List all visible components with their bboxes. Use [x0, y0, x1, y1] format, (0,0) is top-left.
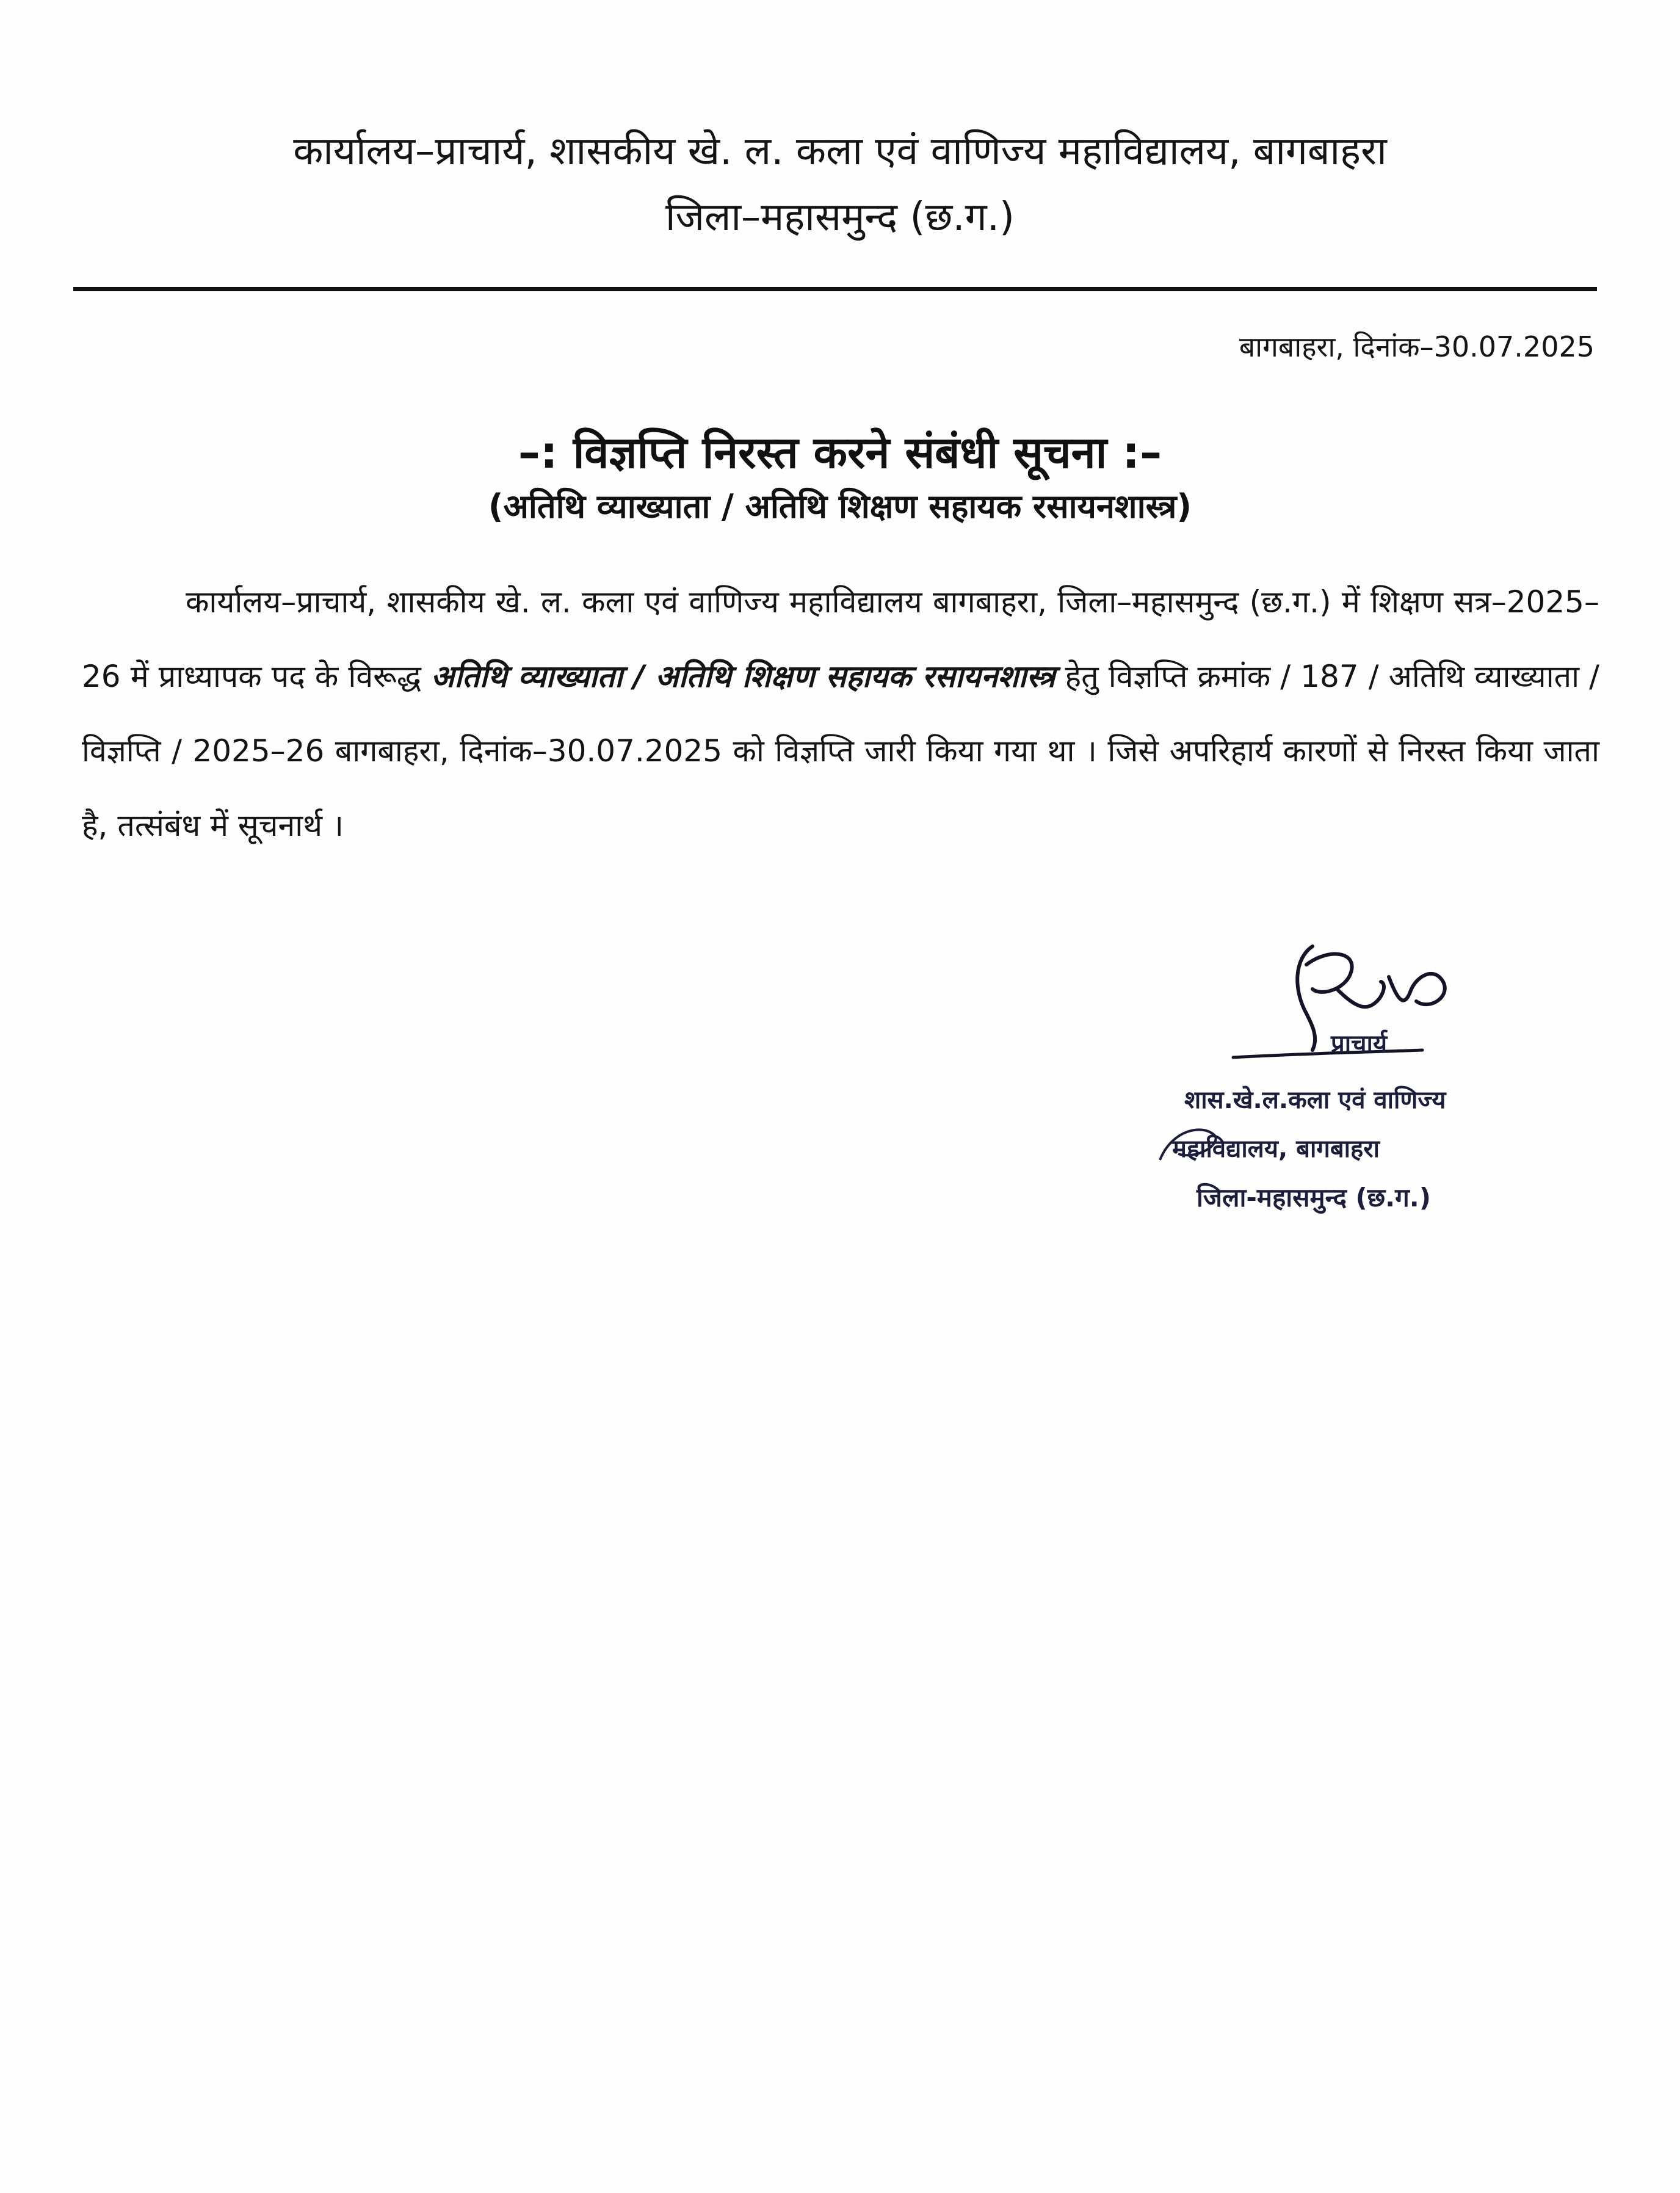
place-date-line: बागबाहरा, दिनांक–30.07.2025 [1239, 330, 1595, 363]
notice-subtitle: (अतिथि व्याख्याता / अतिथि शिक्षण सहायक रसायनशास्त्र) [488, 487, 1192, 526]
notice-body [82, 565, 1599, 863]
notice-body-post-name: अतिथि व्याख्याता / अतिथि शिक्षण सहायक रसायनशास्त्र [431, 659, 1055, 694]
notice-title: –: विज्ञप्ति निरस्त करने संबंधी सूचना :– [518, 427, 1162, 478]
office-seal-stamp [1148, 1026, 1538, 1227]
office-header-line1: कार्यालय–प्राचार्य, शासकीय खे. ल. कला एवं वाणिज्य महाविद्यालय, बागबाहरा [293, 129, 1387, 174]
seal-line-district: जिला-महासमुन्द (छ.ग.) [1197, 1183, 1431, 1212]
office-header-line2: जिला–महासमुन्द (छ.ग.) [665, 195, 1015, 240]
notice-body-part1: कार्यालय–प्राचार्य, शासकीय खे. ल. कला एवं वाणिज्य महाविद्यालय बागबाहरा, जिला–महासमुन्द (छ.ग.) में शिक्षण सत्र–2025–26 में प्राध्यापक पद के विरूद्ध [82, 584, 1599, 694]
header-divider [73, 287, 1597, 291]
seal-line-college: शास.खे.ल.कला एवं वाणिज्य [1184, 1086, 1446, 1114]
notice-body-part2: हेतु विज्ञप्ति क्रमांक / 187 / अतिथि व्याख्याता / विज्ञप्ति / 2025–26 बागबाहरा, दिनांक–30.07.2025 को विज्ञप्ति जारी किया गया था । जिसे अपरिहार्य कारणों से निरस्त किया जाता है, तत्संबंध में सूचनार्थ । [82, 659, 1599, 843]
seal-designation: प्राचार्य [1331, 1030, 1388, 1058]
seal-line-institution: महाविद्यालय, बागबाहरा [1172, 1135, 1380, 1163]
seal-flourish [1154, 1111, 1227, 1172]
